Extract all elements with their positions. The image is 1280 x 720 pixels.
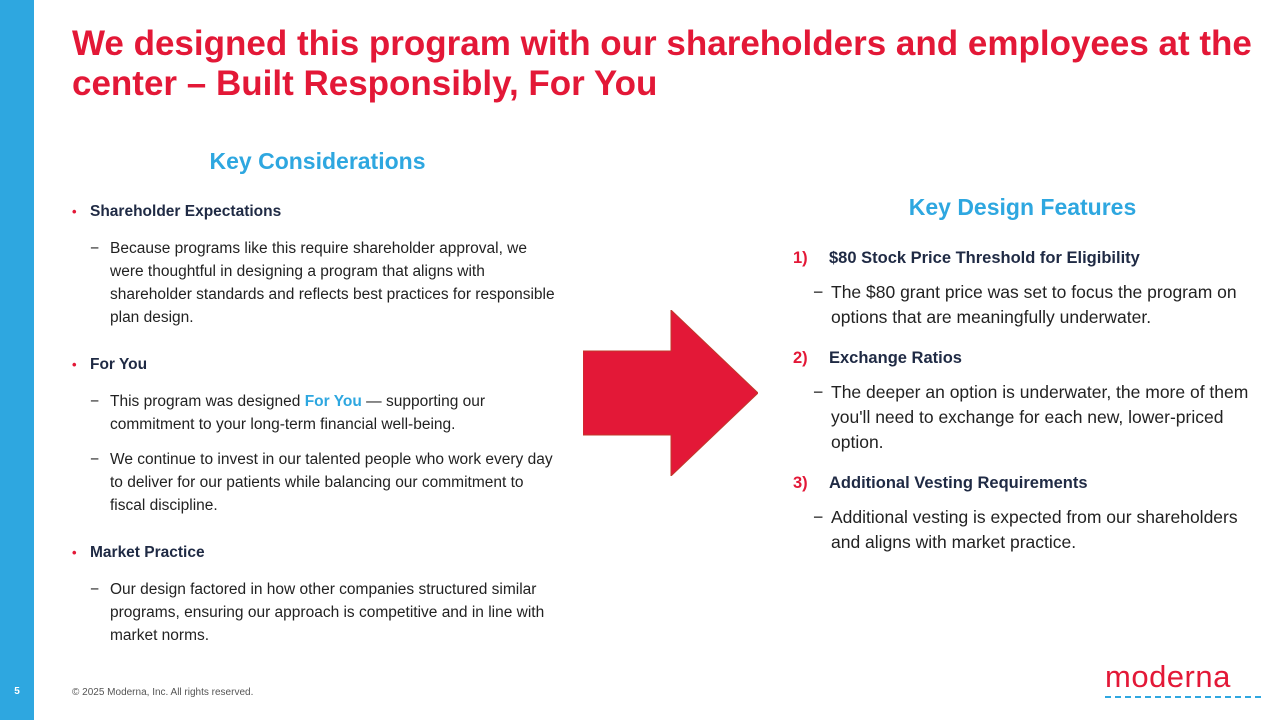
bullet-for-you — [72, 353, 562, 376]
dash-icon: − — [90, 393, 100, 410]
feature-item-3 — [793, 469, 1258, 497]
sub-point-text: Because programs like this require shareholder approval, we were thoughtful in designing a program that aligns with shareholder standards and reflects best practices for responsible plan design. — [110, 240, 555, 326]
sub-point-text: Our design factored in how other companies structured similar programs, ensuring our approach is competitive and in line with market norms. — [110, 581, 545, 644]
feature-description-text: The deeper an option is underwater, the more of them you'll need to exchange for each new, lower-priced option. — [831, 382, 1249, 452]
bullet-dot-icon: • — [72, 357, 77, 372]
feature-description — [793, 505, 1258, 555]
key-considerations-heading: Key Considerations — [209, 148, 426, 174]
sub-point — [72, 578, 562, 647]
feature-title: Exchange Ratios — [829, 349, 962, 367]
copyright-notice: © 2025 Moderna, Inc. All rights reserved. — [72, 687, 254, 698]
dash-icon: − — [90, 451, 100, 468]
dash-icon: − — [90, 240, 100, 257]
bullet-shareholder-expectations — [72, 200, 562, 223]
feature-title: Additional Vesting Requirements — [829, 474, 1088, 492]
dash-icon: − — [813, 382, 824, 402]
sub-point — [72, 390, 562, 436]
dash-icon: − — [90, 581, 100, 598]
key-design-features-list — [793, 244, 1258, 569]
feature-description-text: Additional vesting is expected from our shareholders and aligns with market practice. — [831, 507, 1238, 552]
bullet-dot-icon: • — [72, 545, 77, 560]
bullet-label: Market Practice — [90, 544, 205, 561]
dash-icon: − — [813, 507, 824, 527]
bullet-label: For You — [90, 356, 148, 373]
sub-point — [72, 237, 562, 329]
bullet-market-practice — [72, 541, 562, 564]
feature-item-1 — [793, 244, 1258, 272]
feature-item-2 — [793, 344, 1258, 372]
feature-title: $80 Stock Price Threshold for Eligibility — [829, 249, 1140, 267]
key-considerations-list — [72, 200, 562, 659]
logo-wordmark: moderna — [1105, 659, 1231, 694]
feature-description — [793, 280, 1258, 330]
logo-dotted-line — [1105, 696, 1261, 698]
feature-number: 1) — [793, 249, 808, 267]
sub-point-text: We continue to invest in our talented people who work every day to deliver for our patients while balancing our commitment to fiscal discipline. — [110, 451, 553, 514]
dash-icon: − — [813, 282, 824, 302]
moderna-logo — [1105, 660, 1265, 702]
slide-title: We designed this program with our shareholders and employees at the center – Built Responsibly, For You — [72, 24, 1252, 103]
bullet-dot-icon: • — [72, 204, 77, 219]
feature-number: 2) — [793, 349, 808, 367]
feature-number: 3) — [793, 474, 808, 492]
side-accent-bar — [0, 0, 34, 720]
sub-point-text-end: — supporting our commitment to your long-term financial well-being. — [110, 393, 486, 433]
page-number: 5 — [14, 686, 20, 697]
for-you-highlight: For You — [304, 393, 362, 410]
feature-description-text: The $80 grant price was set to focus the program on options that are meaningfully underwater. — [831, 282, 1237, 327]
sub-point-text-start: This program was designed — [110, 393, 305, 410]
right-arrow-icon — [583, 310, 758, 476]
sub-point — [72, 448, 562, 517]
bullet-label: Shareholder Expectations — [90, 203, 282, 220]
feature-description — [793, 380, 1258, 455]
key-design-features-heading: Key Design Features — [908, 194, 1137, 220]
